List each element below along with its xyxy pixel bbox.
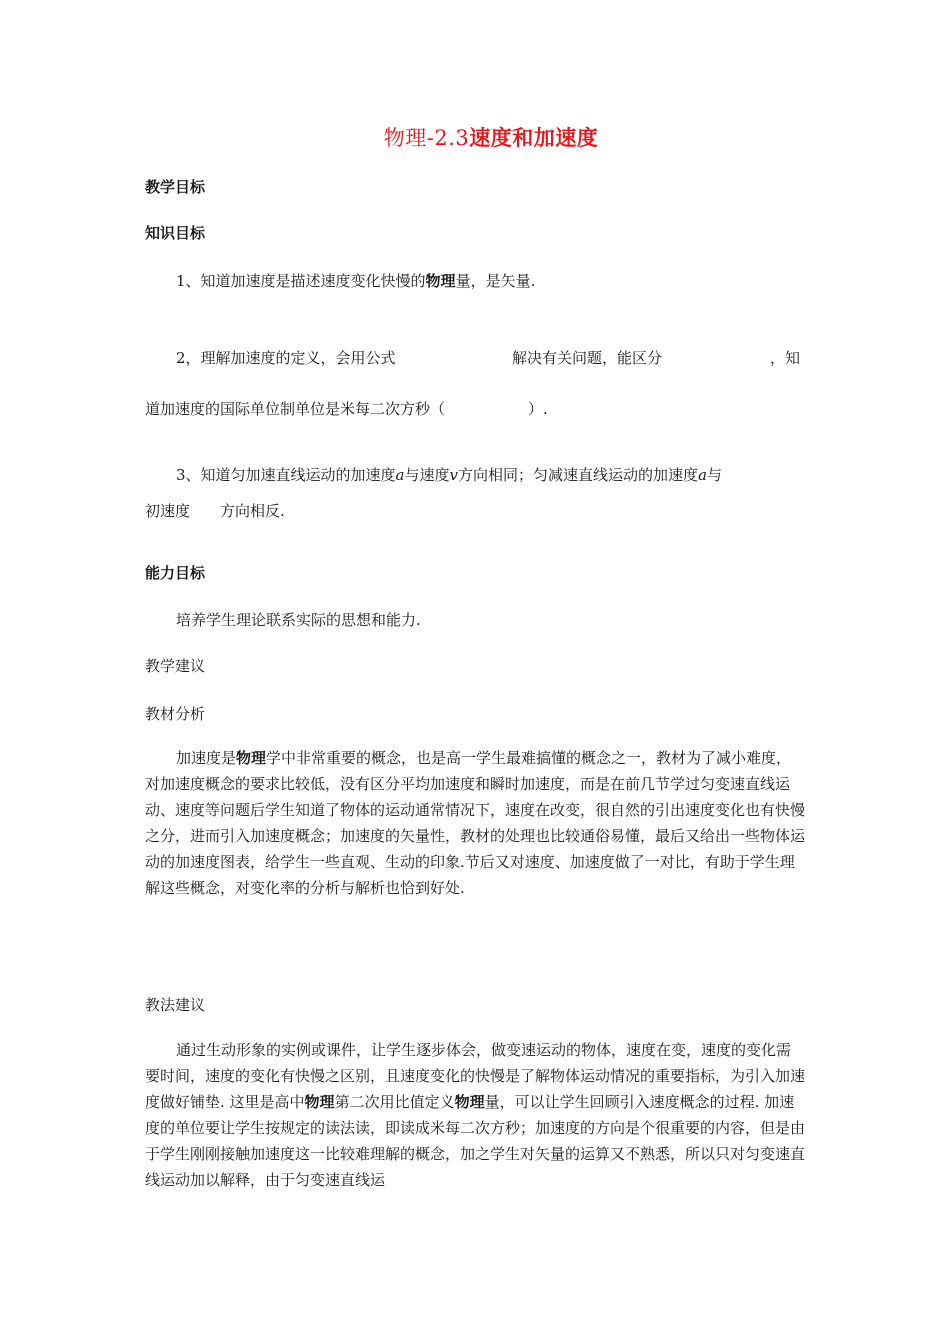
item3-c: 方向相同；匀减速直线运动的加速度	[458, 466, 699, 484]
item3-var-v: v	[449, 466, 458, 484]
item3-b: 与速度	[404, 466, 450, 484]
item3-var-a-2: a	[698, 466, 707, 484]
item1-after: 量，是矢量.	[455, 272, 536, 290]
knowledge-item-1	[176, 270, 535, 291]
material-bold: 物理	[236, 749, 267, 767]
material-post: 学中非常重要的概念，也是高一学生最难搞懂的概念之一，教材为了减小难度，对加速度概念的要求比较低，没有区分平均加速度和瞬时加速度，而是在前几节学过匀变速直线运动、速度等问题后学生知道了物体的运动通常情况下，速度在改变，很自然的引出速度变化也有快慢之分，进而引入加速度概念；加速度的矢量性，教材的处理也比较通俗易懂，最后又给出一些物体运动的加速度图表，给学生一些直观、生动的印象.节后又对速度、加速度做了一对比，有助于学生理解这些概念，对变化率的分析与解析也恰到好处.	[145, 749, 806, 897]
knowledge-item-2-part1: 2，理解加速度的定义，会用公式	[176, 349, 396, 367]
knowledge-item-2-part2: 解决有关问题，能区分	[512, 349, 663, 367]
item3-d: 与	[706, 466, 722, 484]
ability-text: 培养学生理论联系实际的思想和能力.	[176, 611, 421, 629]
title-prefix: 物理-2.3	[383, 126, 470, 150]
item3-a: 3、知道匀加速直线运动的加速度	[176, 466, 396, 484]
heading-teaching-suggestions: 教学建议	[145, 657, 206, 675]
heading-teaching-goals: 教学目标	[145, 178, 206, 196]
material-paragraph	[145, 745, 805, 901]
knowledge-item-3-line2a: 初速度	[145, 502, 191, 520]
heading-knowledge-goals: 知识目标	[145, 224, 206, 242]
method-a: 通过生动形象的实例或课件，让学生逐步体会，做变速运动的物体，速度在变，速度的变化需要时间，速度的变化有快慢之区别，且速度变化的快慢是了解物体运动情况的重要指标，为引入加速度做好铺垫. 这里是高中	[145, 1041, 806, 1111]
knowledge-item-3	[176, 464, 722, 485]
material-pre: 加速度是	[176, 749, 237, 767]
knowledge-item-2-line2b: ）.	[528, 400, 548, 418]
knowledge-item-2-part3: ，知	[770, 349, 801, 367]
knowledge-item-3-line2b: 方向相反.	[220, 502, 285, 520]
method-c: 量，可以让学生回顾引入速度概念的过程. 加速度的单位要让学生按规定的读法读，即读成米每二次方秒；加速度的方向是个很重要的内容，但是由于学生刚刚接触加速度这一比较难理解的概念，加之学生对矢量的运算又不熟悉，所以只对匀变速直线运动加以解释，由于匀变速直线运	[145, 1093, 806, 1189]
heading-ability-goals: 能力目标	[145, 564, 206, 582]
method-bold-1: 物理	[304, 1093, 335, 1111]
method-paragraph	[145, 1037, 805, 1193]
item3-var-a: a	[395, 466, 405, 484]
item1-bold: 物理	[425, 272, 456, 290]
heading-method-suggestions: 教法建议	[145, 996, 206, 1014]
title-main: 速度和加速度	[469, 126, 599, 150]
page-title	[0, 122, 950, 152]
method-b: 第二次用比值定义	[334, 1093, 455, 1111]
item1-before: 1、知道加速度是描述速度变化快慢的	[176, 272, 426, 290]
method-bold-2: 物理	[454, 1093, 485, 1111]
knowledge-item-2-line2a: 道加速度的国际单位制单位是米每二次方秒（	[145, 400, 446, 418]
heading-material-analysis: 教材分析	[145, 705, 206, 723]
